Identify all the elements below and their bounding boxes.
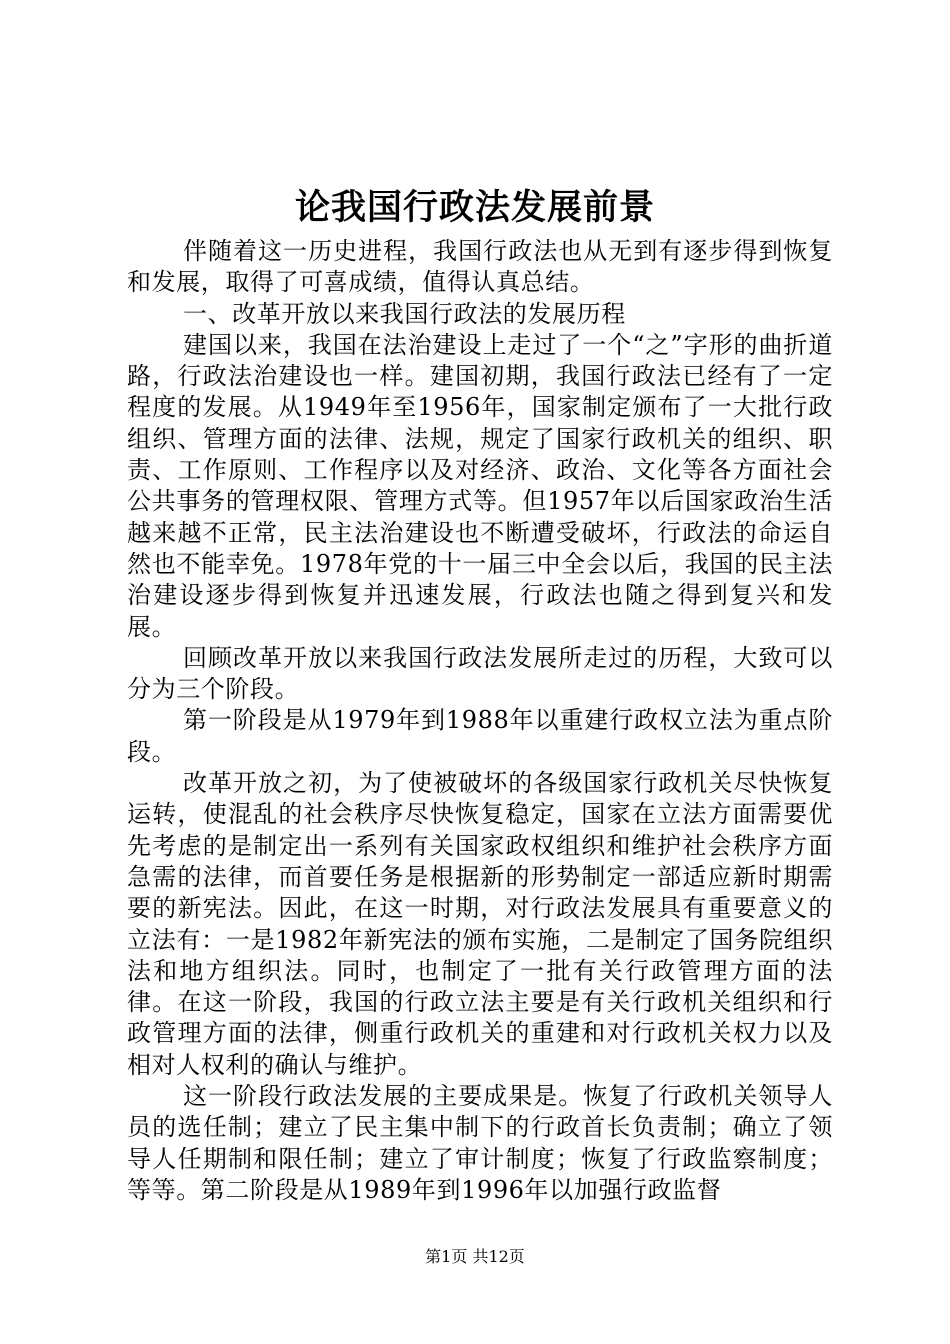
paragraph: 回顾改革开放以来我国行政法发展所走过的历程，大致可以分为三个阶段。	[127, 643, 833, 704]
document-body	[127, 236, 833, 1206]
paragraph: 改革开放之初，为了使被破坏的各级国家行政机关尽快恢复运转，使混乱的社会秩序尽快恢复稳定，国家在立法方面需要优先考虑的是制定出一系列有关国家政权组织和维护社会秩序方面急需的法律，而首要任务是根据新的形势制定一部适应新时期需要的新宪法。因此，在这一时期，对行政法发展具有重要意义的立法有：一是1982年新宪法的颁布实施，二是制定了国务院组织法和地方组织法。同时，也制定了一批有关行政管理方面的法律。在这一阶段，我国的行政立法主要是有关行政机关组织和行政管理方面的法律，侧重行政机关的重建和对行政机关权力以及相对人权利的确认与维护。	[127, 769, 833, 1079]
section-heading: 一、改革开放以来我国行政法的发展历程	[183, 299, 626, 328]
page-number-footer: 第1页 共12页	[425, 1247, 525, 1266]
paragraph: 伴随着这一历史进程，我国行政法也从无到有逐步得到恢复和发展，取得了可喜成绩，值得认真总结。	[127, 237, 833, 297]
document-title: 论我国行政法发展前景	[294, 187, 655, 228]
paragraph: 这一阶段行政法发展的主要成果是。恢复了行政机关领导人员的选任制；建立了民主集中制下的行政首长负责制；确立了领导人任期制和限任制；建立了审计制度；恢复了行政监察制度；等等。第二阶段是从1989年到1996年以加强行政监督	[127, 1082, 833, 1204]
paragraph: 第一阶段是从1979年到1988年以重建行政权立法为重点阶段。	[127, 706, 833, 766]
paragraph: 建国以来，我国在法治建设上走过了一个“之”字形的曲折道路，行政法治建设也一样。建国初期，我国行政法已经有了一定程度的发展。从1949年至1956年，国家制定颁布了一大批行政组织、管理方面的法律、法规，规定了国家行政机关的组织、职责、工作原则、工作程序以及对经济、政治、文化等各方面社会公共事务的管理权限、管理方式等。但1957年以后国家政治生活越来越不正常，民主法治建设也不断遭受破坏，行政法的命运自然也不能幸免。1978年党的十一届三中全会以后，我国的民主法治建设逐步得到恢复并迅速发展，行政法也随之得到复兴和发展。	[127, 330, 833, 641]
